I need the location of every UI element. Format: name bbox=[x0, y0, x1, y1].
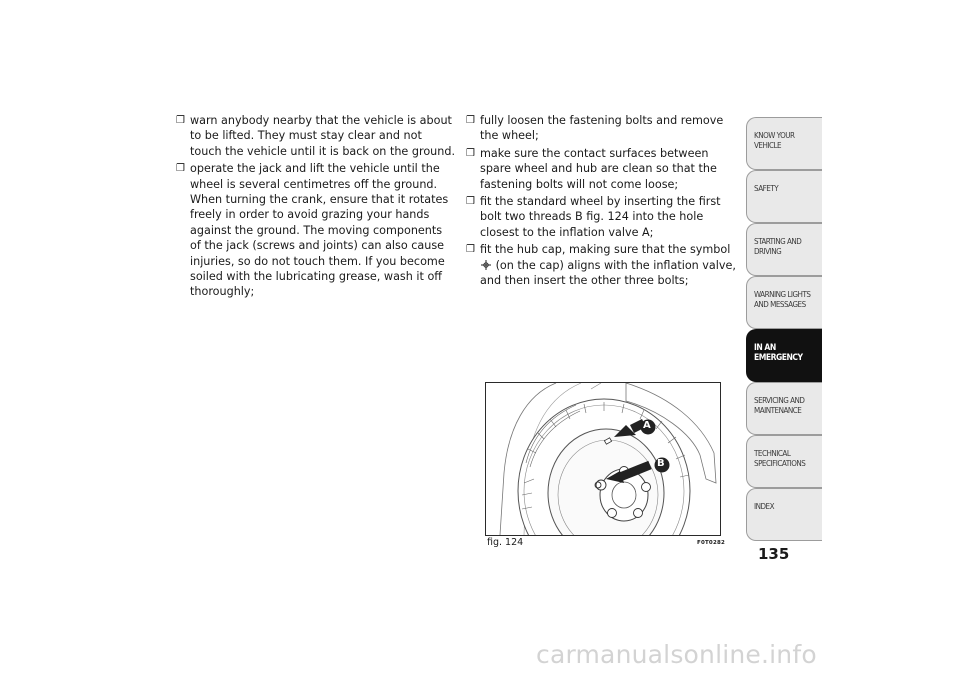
valve-alignment-symbol-icon bbox=[480, 260, 492, 270]
page-number: 135 bbox=[758, 545, 790, 563]
checkbox-bullet-icon: ❒ bbox=[466, 115, 475, 126]
left-column bbox=[176, 113, 456, 302]
tab-technical-specifications[interactable] bbox=[746, 435, 822, 488]
checkbox-bullet-icon: ❒ bbox=[176, 163, 185, 175]
tab-starting-and-driving[interactable] bbox=[746, 223, 822, 276]
list-item-text-before-symbol: fit the hub cap, making sure that the symbol bbox=[480, 243, 731, 257]
list-item-text: warn anybody nearby that the vehicle is about to be lifted. They must stay clear and not touch the vehicle until it is back on the ground. bbox=[190, 114, 456, 158]
checkbox-bullet-icon: ❒ bbox=[466, 244, 475, 256]
checkbox-bullet-icon: ❒ bbox=[176, 115, 185, 126]
list-item-text: fully loosen the fastening bolts and remove the wheel; bbox=[480, 114, 724, 143]
tab-label: STARTING AND DRIVING bbox=[754, 237, 802, 256]
wheel-figure bbox=[485, 382, 721, 536]
list-item bbox=[466, 194, 742, 240]
list-item bbox=[176, 161, 456, 300]
checkbox-bullet-icon: ❒ bbox=[466, 147, 475, 159]
tab-in-an-emergency[interactable] bbox=[746, 329, 822, 382]
list-item-text: fit the standard wheel by inserting the first bolt two threads B fig. 124 into the hole closest to the inflation valve A; bbox=[480, 195, 721, 239]
list-item-text: make sure the contact surfaces between spare wheel and hub are clean so that the fastening bolts will not come loose; bbox=[480, 146, 717, 191]
tab-safety[interactable] bbox=[746, 170, 822, 223]
tab-label: SERVICING AND MAINTENANCE bbox=[754, 396, 805, 415]
tab-label: TECHNICAL SPECIFICATIONS bbox=[754, 449, 806, 468]
tab-know-your-vehicle[interactable] bbox=[746, 117, 822, 170]
list-item-text-after-symbol: (on the cap) aligns with the inflation valve, and then insert the other three bolts; bbox=[480, 258, 736, 288]
label-b: B bbox=[657, 458, 665, 469]
tab-label: KNOW YOUR VEHICLE bbox=[754, 131, 795, 150]
label-a: A bbox=[643, 420, 651, 431]
list-item bbox=[176, 113, 456, 159]
tab-label: SAFETY bbox=[754, 184, 779, 193]
tab-label: INDEX bbox=[754, 502, 775, 511]
list-item bbox=[466, 242, 742, 288]
list-item bbox=[466, 113, 742, 144]
list-item-text: operate the jack and lift the vehicle until the wheel is several centimetres off the ground. When turning the crank, ensure that it rotates freely in order to avoid grazing your hands against the ground. The moving components of the jack (screws and joints) can also cause injuries, so do not touch them. If you become soiled with the lubricating grease, wash it off thoroughly; bbox=[190, 162, 449, 299]
tab-index[interactable] bbox=[746, 488, 822, 541]
watermark: carmanualsonline.info bbox=[536, 640, 817, 669]
figure-code: F0T0282 bbox=[697, 540, 726, 546]
tab-label: WARNING LIGHTS AND MESSAGES bbox=[754, 290, 811, 309]
list-item bbox=[466, 146, 742, 192]
checkbox-bullet-icon: ❒ bbox=[466, 196, 475, 208]
wheel-illustration bbox=[486, 383, 720, 535]
right-column bbox=[466, 113, 742, 290]
tab-label: IN AN EMERGENCY bbox=[754, 343, 803, 363]
tab-servicing-and-maintenance[interactable] bbox=[746, 382, 822, 435]
figure-caption: fig. 124 bbox=[487, 537, 524, 548]
tab-warning-lights[interactable] bbox=[746, 276, 822, 329]
